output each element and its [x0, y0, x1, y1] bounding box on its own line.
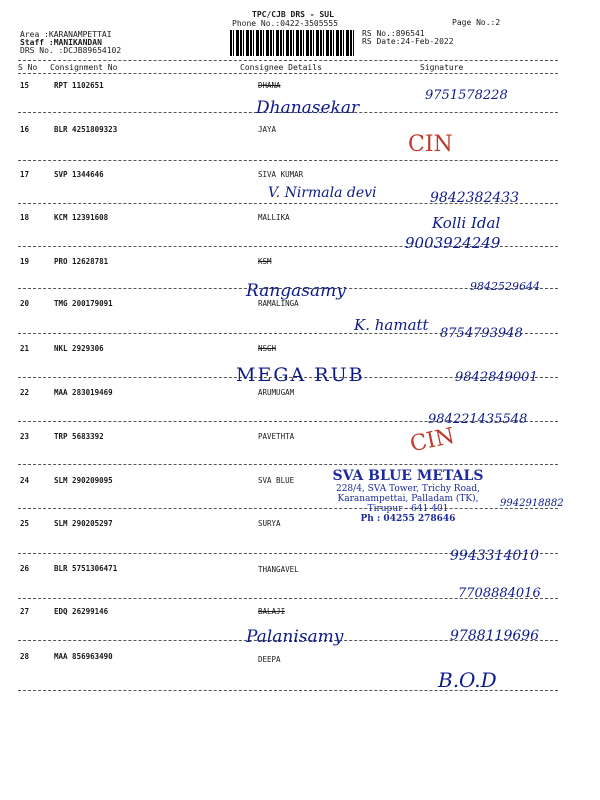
row-consignee: DHANA [258, 81, 281, 90]
stamp-address-line: Karanampettai, Palladam (TK), [337, 494, 479, 504]
handwritten-signature: Palanisamy [246, 627, 344, 647]
stamp-address-line: Tirupur - 641 401 [367, 504, 449, 514]
handwritten-phone: 9842849001 [455, 370, 538, 385]
handwritten-signature: Dhanasekar [256, 98, 360, 118]
row-sno: 22 [20, 388, 30, 397]
handwritten-mark: CIN [408, 132, 453, 157]
header-rule-top [18, 60, 558, 61]
handwritten-signature: K. hamatt [354, 316, 429, 334]
row-sno: 16 [20, 125, 30, 134]
area-label: Area :KARANAMPETTAI [20, 30, 112, 39]
row-sno: 15 [20, 81, 30, 90]
row-consignment: SLM 290205297 [54, 519, 113, 528]
row-sno: 19 [20, 257, 30, 266]
row-consignee: PAVETHTA [258, 432, 295, 441]
col-signature: Signature [420, 63, 464, 72]
handwritten-signature: MEGA RUB [236, 364, 365, 386]
row-sno: 28 [20, 652, 30, 661]
row-sno: 20 [20, 299, 30, 308]
col-consignee: Consignee Details [240, 63, 322, 72]
row-consignee: JAYA [258, 125, 277, 134]
row-consignee: SURYA [258, 519, 281, 528]
rs-date: RS Date:24-Feb-2022 [362, 37, 454, 46]
barcode [230, 30, 356, 56]
stamp-address-line: 228/4, SVA Tower, Trichy Road, [335, 484, 480, 494]
handwritten-phone: 984221435548 [428, 412, 528, 427]
row-sno: 18 [20, 213, 30, 222]
handwritten-mark: B.O.D [438, 668, 497, 692]
row-consignee: THANGAVEL [258, 565, 299, 574]
handwritten-phone: 9942918882 [500, 498, 564, 509]
row-sno: 27 [20, 607, 30, 616]
handwritten-signature: Rangasamy [246, 281, 346, 301]
row-sno: 26 [20, 564, 30, 573]
row-consignment: BLR 4251809323 [54, 125, 118, 134]
row-sno: 21 [20, 344, 30, 353]
stamp-company-name: SVA BLUE METALS [332, 468, 484, 484]
handwritten-phone: 8754793948 [440, 326, 523, 341]
row-sno: 17 [20, 170, 30, 179]
rs-number: RS No.:896541 [362, 29, 425, 38]
phone-number: Phone No.:0422-3505555 [232, 19, 338, 28]
staff-label: Staff :MANIKANDAN [20, 38, 102, 47]
row-consignment: NKL 2929306 [54, 344, 104, 353]
row-consignee: SVA BLUE [258, 476, 295, 485]
row-consignee: ARUMUGAM [258, 388, 295, 397]
row-consignment: MAA 856963490 [54, 652, 113, 661]
row-consignee: SIVA KUMAR [258, 170, 304, 179]
handwritten-phone: 9842529644 [470, 280, 540, 293]
row-consignee: MALLIKA [258, 213, 290, 222]
row-sno: 24 [20, 476, 30, 485]
sheet-title: TPC/CJB DRS - SUL [252, 10, 334, 19]
company-stamp [318, 468, 498, 524]
row-consignment: TRP 5683392 [54, 432, 104, 441]
row-consignment: KCM 12391608 [54, 213, 109, 222]
handwritten-signature: V. Nirmala devi [268, 185, 377, 201]
row-consignee: KSM [258, 257, 272, 266]
row-sno: 23 [20, 432, 30, 441]
col-consignment: Consignment No [50, 63, 118, 72]
row-consignment: SLM 290209095 [54, 476, 113, 485]
row-consignment: PRO 12628781 [54, 257, 109, 266]
row-consignee: BALAJI [258, 607, 286, 616]
row-divider [18, 464, 558, 465]
handwritten-phone: 9003924249 [405, 234, 501, 252]
handwritten-phone: 9751578228 [425, 88, 508, 103]
stamp-phone: Ph : 04255 278646 [360, 514, 456, 524]
row-consignment: MAA 283019469 [54, 388, 113, 397]
handwritten-phone: 9842382433 [430, 190, 520, 206]
row-consignee: NSGH [258, 344, 277, 353]
handwritten-mark: CIN [407, 423, 457, 458]
row-consignment: RPT 1102651 [54, 81, 104, 90]
row-consignment: EDQ 26299146 [54, 607, 109, 616]
row-consignee: RAMALINGA [258, 299, 299, 308]
handwritten-phone: 9943314010 [450, 548, 540, 564]
col-sno: S No [18, 63, 38, 72]
row-consignee: DEEPA [258, 655, 281, 664]
handwritten-phone: 7708884016 [458, 586, 541, 601]
row-consignment: SVP 1344646 [54, 170, 104, 179]
drs-number: DRS No. :DCJB89654102 [20, 46, 122, 55]
header-rule-bottom [18, 73, 558, 74]
handwritten-signature: Kolli Idal [432, 214, 501, 232]
row-consignment: TMG 200179091 [54, 299, 113, 308]
handwritten-phone: 9788119696 [450, 628, 540, 644]
row-sno: 25 [20, 519, 30, 528]
row-divider [18, 160, 558, 161]
page-number: Page No.:2 [452, 18, 501, 27]
row-consignment: BLR 5751306471 [54, 564, 118, 573]
